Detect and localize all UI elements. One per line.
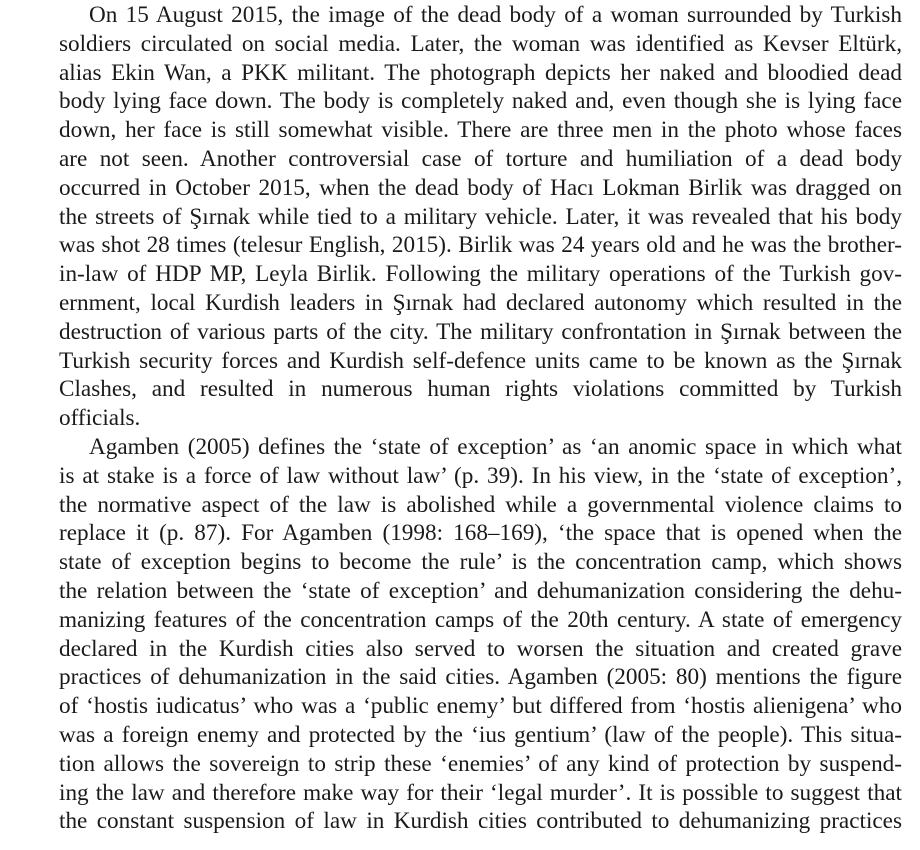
text-line: occurred in October 2015, when the dead body of Hacı Lokman Birlik was dragged on — [59, 174, 902, 201]
text-line: ing the law and therefore make way for their ‘legal murder’. It is possible to suggest that — [59, 779, 902, 806]
text-line: soldiers circulated on social media. Later, the woman was identified as Kevser Eltürk, — [59, 30, 902, 57]
text-line: On 15 August 2015, the image of the dead body of a woman surrounded by Turkish — [89, 2, 902, 28]
text-line: body lying face down. The body is completely naked and, even though she is lying face — [59, 88, 902, 115]
text-line: down, her face is still somewhat visible. There are three men in the photo whose faces — [59, 117, 902, 144]
paragraph-1 — [59, 1, 902, 433]
text-line: ernment, local Kurdish leaders in Şırnak had declared autonomy which resulted in the — [59, 289, 902, 316]
text-line: was a foreign enemy and protected by the ‘ius gentium’ (law of the people). This situa- — [59, 721, 902, 748]
text-line: state of exception begins to become the rule’ is the concentration camp, which shows — [59, 549, 902, 576]
text-line: manizing features of the concentration camps of the 20th century. A state of emergency — [59, 606, 902, 633]
paragraph-2 — [59, 433, 902, 836]
text-line: Clashes, and resulted in numerous human rights violations committed by Turkish — [59, 376, 902, 403]
text-line: alias Ekin Wan, a PKK militant. The photograph depicts her naked and bloodied dead — [59, 59, 902, 86]
text-line: tion allows the sovereign to strip these ‘enemies’ of any kind of protection by suspend- — [59, 750, 902, 777]
document-page — [59, 0, 902, 836]
text-line: in-law of HDP MP, Leyla Birlik. Following the military operations of the Turkish gov- — [59, 261, 902, 288]
text-line: the normative aspect of the law is abolished while a governmental violence claims to — [59, 491, 902, 518]
text-line: practices of dehumanization in the said cities. Agamben (2005: 80) mentions the figure — [59, 664, 902, 691]
text-line: the relation between the ‘state of exception’ and dehumanization considering the dehu- — [59, 577, 902, 604]
text-line: replace it (p. 87). For Agamben (1998: 168–169), ‘the space that is opened when the — [59, 520, 902, 547]
text-line: destruction of various parts of the city. The military confrontation in Şırnak between the — [59, 318, 902, 345]
text-line: are not seen. Another controversial case of torture and humiliation of a dead body — [59, 145, 902, 172]
text-line: of ‘hostis iudicatus’ who was a ‘public enemy’ but differed from ‘hostis alienigena’ who — [59, 693, 902, 720]
text-line: was shot 28 times (telesur English, 2015). Birlik was 24 years old and he was the brother- — [59, 232, 902, 259]
text-line: declared in the Kurdish cities also served to worsen the situation and created grave — [59, 635, 902, 662]
text-line: Agamben (2005) defines the ‘state of exception’ as ‘an anomic space in which what — [89, 433, 902, 460]
text-line: officials. — [59, 405, 141, 432]
text-line: the constant suspension of law in Kurdish cities contributed to dehumanizing practices — [59, 808, 902, 835]
text-line: Turkish security forces and Kurdish self-defence units came to be known as the Şırnak — [59, 347, 902, 374]
text-line: the streets of Şırnak while tied to a military vehicle. Later, it was revealed that his body — [59, 203, 902, 230]
text-line: is at stake is a force of law without law’ (p. 39). In his view, in the ‘state of exception’, — [59, 462, 902, 489]
